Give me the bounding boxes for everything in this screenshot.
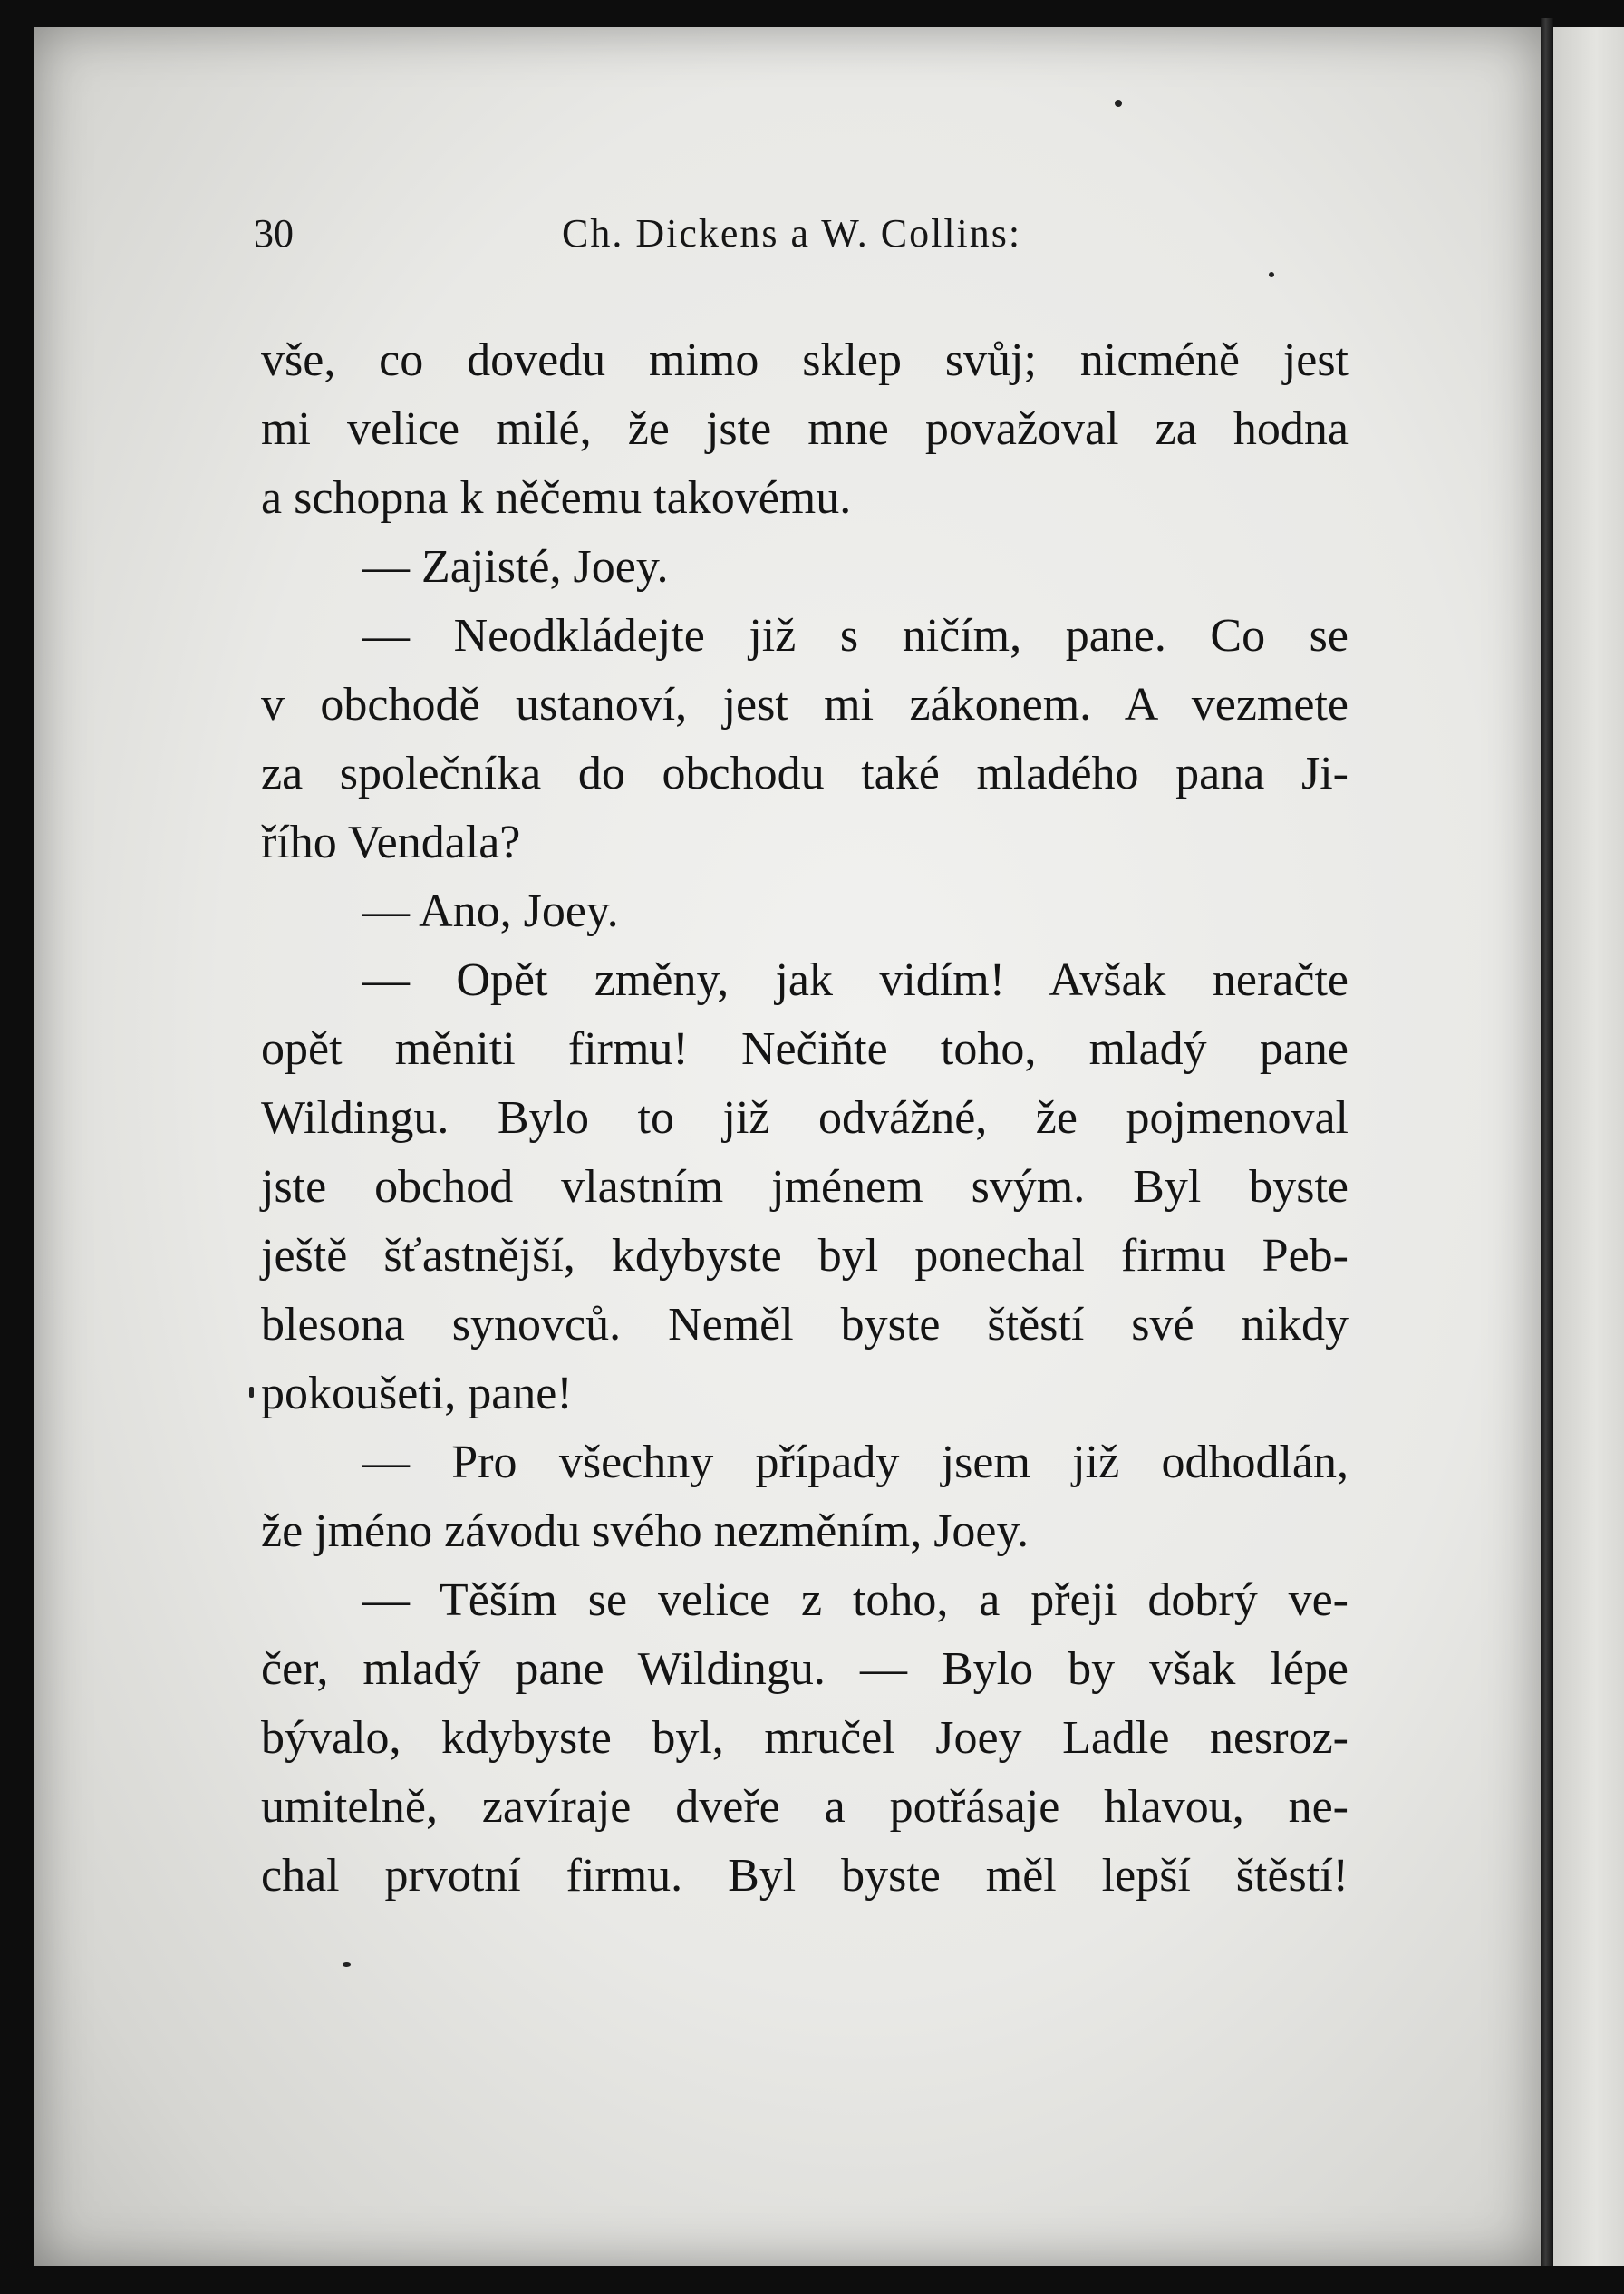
text-line: blesona synovců. Neměl byste štěstí své nikdy (261, 1299, 1348, 1350)
running-head: Ch. Dickens a W. Collins: (562, 211, 1022, 256)
text-line: umitelně, zavíraje dveře a potřásaje hlavou, ne- (261, 1781, 1348, 1833)
text-line: — Opět změny, jak vidím! Avšak neračte (362, 954, 1348, 1006)
text-line: že jméno závodu svého nezměním, Joey. (261, 1505, 1030, 1557)
text-line: čer, mladý pane Wildingu. — Bylo by však lépe (261, 1643, 1348, 1695)
text-line: pokoušeti, pane! (261, 1368, 573, 1419)
text-line: — Neodkládejte již s ničím, pane. Co se (362, 610, 1348, 662)
text-line: řího Vendala? (261, 817, 521, 868)
text-line: bývalo, kdybyste byl, mručel Joey Ladle nesroz- (261, 1712, 1348, 1764)
adjacent-page-edge (1553, 27, 1624, 2266)
text-line: vše, co dovedu mimo sklep svůj; nicméně jest (261, 334, 1348, 386)
text-line: chal prvotní firmu. Byl byste měl lepší štěstí! (261, 1850, 1348, 1902)
page-number: 30 (254, 211, 294, 256)
page-header (254, 210, 1341, 265)
text-line: jste obchod vlastním jménem svým. Byl byste (261, 1161, 1348, 1213)
text-line: — Pro všechny případy jsem již odhodlán, (362, 1437, 1348, 1488)
text-line: — Zajisté, Joey. (362, 541, 669, 593)
page-gutter (1541, 18, 1553, 2266)
ink-speck (249, 1387, 254, 1398)
text-line: — Ano, Joey. (362, 886, 619, 937)
ink-speck (343, 1962, 351, 1967)
text-line: mi velice milé, že jste mne považoval za hodna (261, 403, 1348, 455)
body-text (261, 326, 1348, 1911)
text-line: Wildingu. Bylo to již odvážné, že pojmenoval (261, 1092, 1348, 1144)
text-line: — Těším se velice z toho, a přeji dobrý ve- (362, 1574, 1348, 1626)
ink-speck (1115, 100, 1122, 107)
ink-speck (1269, 272, 1274, 277)
text-line: v obchodě ustanoví, jest mi zákonem. A vezmete (261, 679, 1348, 731)
text-line: za společníka do obchodu také mladého pana Ji- (261, 748, 1348, 799)
text-line: a schopna k něčemu takovému. (261, 472, 852, 524)
text-line: ještě šťastnější, kdybyste byl ponechal firmu Peb- (261, 1230, 1348, 1282)
text-line: opět měniti firmu! Nečiňte toho, mladý pane (261, 1023, 1348, 1075)
